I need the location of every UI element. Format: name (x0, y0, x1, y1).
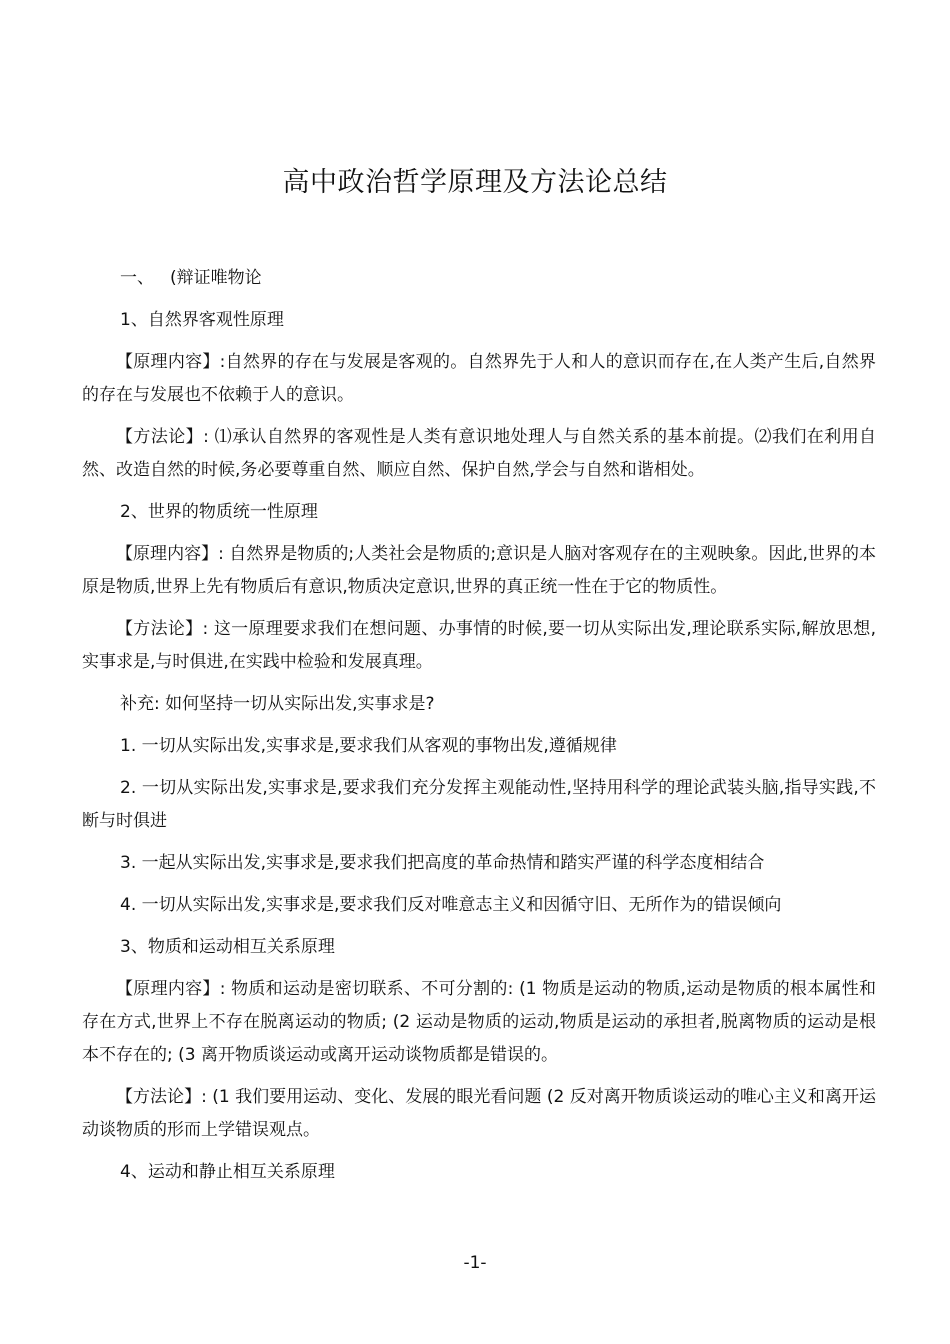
principle-paragraph: 【原理内容】: 物质和运动是密切联系、不可分割的: (1 物质是运动的物质,运动是物质的根本属性和存在方式,世界上不存在脱离运动的物质; (2 运动是物质的运动,物质是运动的承担者,脱离物质的运动是根本不存在的; (3 离开物质谈运动或离开运动谈物质都是错误的。 (82, 979, 876, 1065)
section-number: 一、 (120, 268, 154, 288)
document-body (82, 262, 876, 1198)
page-number: -1- (463, 1253, 487, 1273)
list-item: 2. 一切从实际出发,实事求是,要求我们充分发挥主观能动性,坚持用科学的理论武装头脑,指导实践,不断与时俱进 (82, 778, 876, 831)
list-item: 4. 一切从实际出发,实事求是,要求我们反对唯意志主义和因循守旧、无所作为的错误倾向 (120, 895, 782, 915)
topic-heading: 1、自然界客观性原理 (120, 310, 284, 330)
method-paragraph: 【方法论】: 这一原理要求我们在想问题、办事情的时候,要一切从实际出发,理论联系实际,解放思想,实事求是,与时俱进,在实践中检验和发展真理。 (82, 619, 876, 672)
supplement-note: 补充: 如何坚持一切从实际出发,实事求是? (120, 694, 435, 714)
document-title: 高中政治哲学原理及方法论总结 (282, 167, 668, 198)
topic-heading: 4、运动和静止相互关系原理 (120, 1162, 335, 1182)
principle-paragraph: 【原理内容】:自然界的存在与发展是客观的。自然界先于人和人的意识而存在,在人类产生后,自然界的存在与发展也不依赖于人的意识。 (82, 352, 876, 405)
topic-heading: 2、世界的物质统一性原理 (120, 502, 318, 522)
list-item: 3. 一起从实际出发,实事求是,要求我们把高度的革命热情和踏实严谨的科学态度相结合 (120, 853, 765, 873)
section-label: (辩证唯物论 (170, 268, 262, 288)
section-heading (82, 262, 876, 295)
principle-paragraph: 【原理内容】: 自然界是物质的;人类社会是物质的;意识是人脑对客观存在的主观映象。因此,世界的本原是物质,世界上先有物质后有意识,物质决定意识,世界的真正统一性在于它的物质性。 (82, 544, 876, 597)
method-paragraph: 【方法论】: (1 我们要用运动、变化、发展的眼光看问题 (2 反对离开物质谈运动的唯心主义和离开运动谈物质的形而上学错误观点。 (82, 1087, 876, 1140)
topic-heading: 3、物质和运动相互关系原理 (120, 937, 335, 957)
method-paragraph: 【方法论】: ⑴承认自然界的客观性是人类有意识地处理人与自然关系的基本前提。⑵我们在利用自然、改造自然的时候,务必要尊重自然、顺应自然、保护自然,学会与自然和谐相处。 (82, 427, 876, 480)
list-item: 1. 一切从实际出发,实事求是,要求我们从客观的事物出发,遵循规律 (120, 736, 617, 756)
